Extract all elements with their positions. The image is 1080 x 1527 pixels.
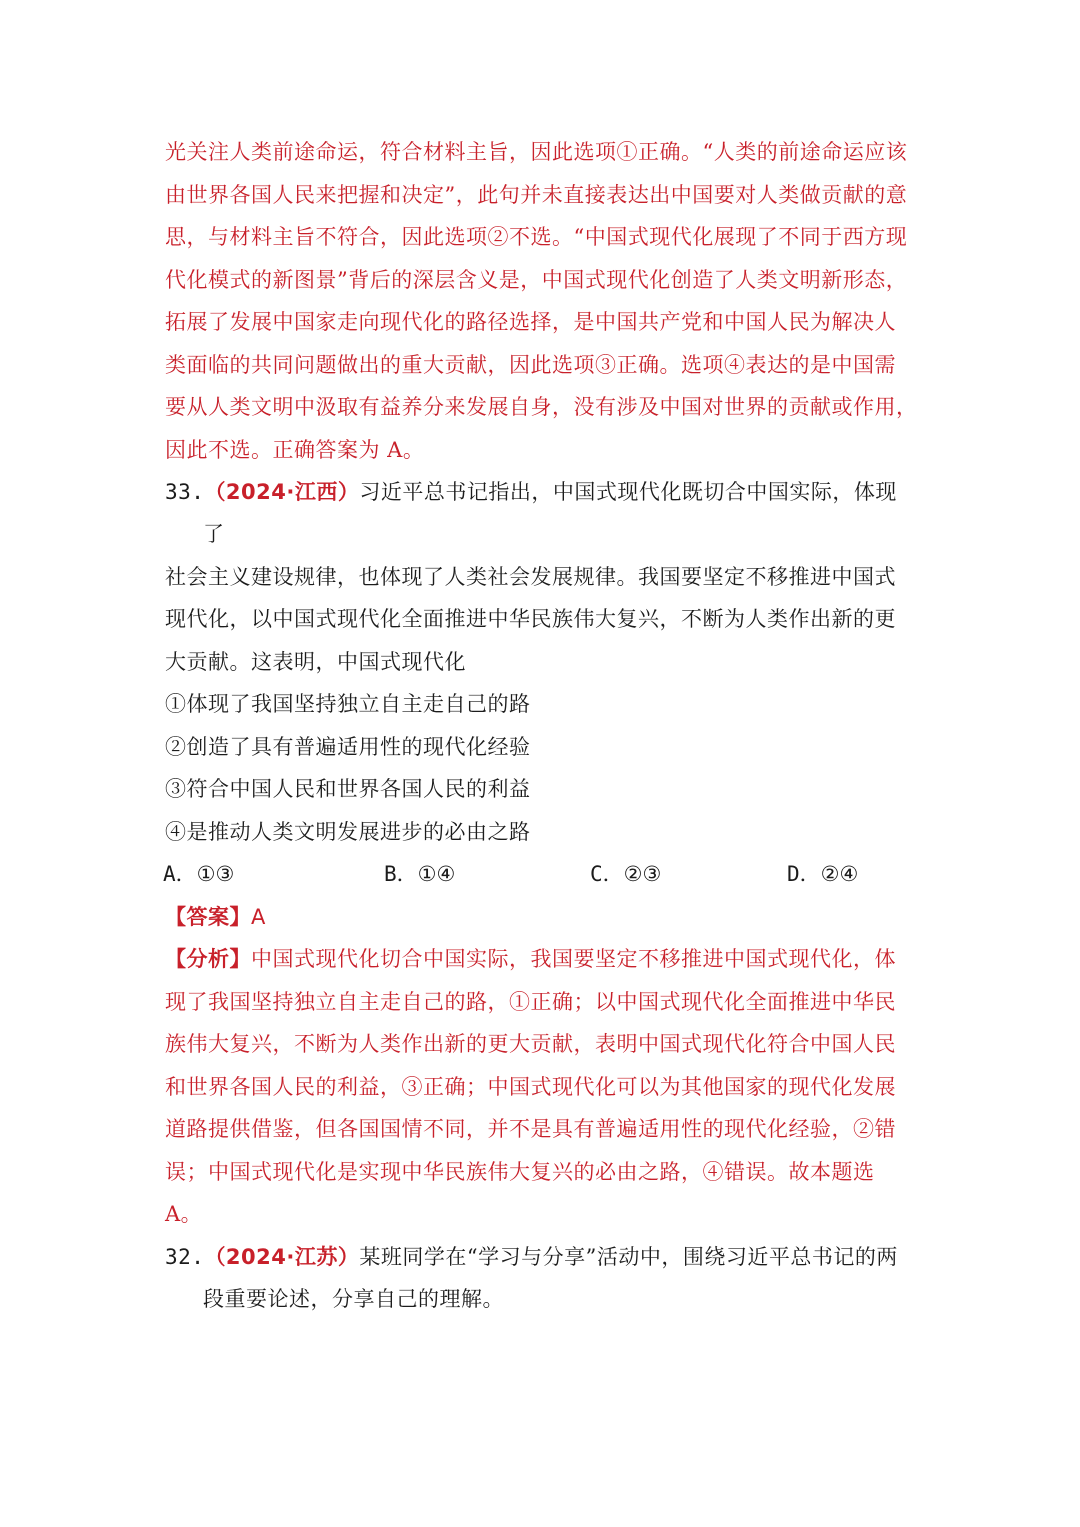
- q33-statement-4: ④是推动人类文明发展进步的必由之路: [165, 820, 531, 844]
- q33-statement-1: ①体现了我国坚持独立自主走自己的路: [165, 692, 531, 716]
- choice-letter: D．: [787, 862, 821, 886]
- q33-source: （2024·江西）: [204, 480, 360, 504]
- choice-value: ①④: [417, 862, 456, 886]
- q33-analysis-line: 道路提供借鉴，但各国国情不同，并不是具有普遍适用性的现代化经验，②错: [165, 1117, 896, 1141]
- q33-stem-line: 习近平总书记指出，中国式现代化既切合中国实际，体现: [359, 480, 897, 504]
- prev-analysis-line: 光关注人类前途命运，符合材料主旨，因此选项①正确。“人类的前途命运应该: [165, 140, 908, 164]
- q33-analysis-line: [165, 944, 896, 974]
- q33-header: [165, 477, 897, 507]
- q32-source: （2024·江苏）: [204, 1245, 360, 1269]
- q33-analysis-line: 误；中国式现代化是实现中华民族伟大复兴的必由之路，④错误。故本题选: [165, 1160, 875, 1184]
- prev-analysis-line: 代化模式的新图景”背后的深层含义是，中国式现代化创造了人类文明新形态，: [165, 268, 908, 292]
- q33-choice-b: [384, 859, 455, 889]
- prev-analysis-line: 思，与材料主旨不符合，因此选项②不选。“中国式现代化展现了不同于西方现: [165, 225, 908, 249]
- q33-analysis-line: A。: [165, 1202, 203, 1226]
- q32-stem-line: 段重要论述，分享自己的理解。: [203, 1287, 504, 1311]
- choice-value: ①③: [196, 862, 235, 886]
- q33-stem-line: 社会主义建设规律，也体现了人类社会发展规律。我国要坚定不移推进中国式: [165, 565, 896, 589]
- answer-label: 【答案】: [165, 904, 251, 929]
- choice-value: ②④: [820, 862, 859, 886]
- prev-analysis-line: 拓展了发展中国家走向现代化的路径选择，是中国共产党和中国人民为解决人: [165, 310, 896, 334]
- prev-analysis-line: 由世界各国人民来把握和决定”，此句并未直接表达出中国要对人类做贡献的意: [165, 183, 908, 207]
- q33-choice-a: [163, 859, 234, 889]
- q33-stem-line: 大贡献。这表明，中国式现代化: [165, 650, 466, 674]
- q32-number: 32.: [165, 1245, 205, 1269]
- q33-stem-line: 现代化，以中国式现代化全面推进中华民族伟大复兴，不断为人类作出新的更: [165, 607, 896, 631]
- q33-analysis-line: 族伟大复兴，不断为人类作出新的更大贡献，表明中国式现代化符合中国人民: [165, 1032, 896, 1056]
- q32-header: [165, 1242, 898, 1272]
- q33-statement-2: ②创造了具有普遍适用性的现代化经验: [165, 735, 531, 759]
- choice-letter: A．: [163, 862, 197, 886]
- answer-value: A: [251, 905, 266, 929]
- choice-value: ②③: [623, 862, 662, 886]
- q33-stem-wrap: 了: [203, 522, 225, 546]
- analysis-text: 中国式现代化切合中国实际，我国要坚定不移推进中国式现代化，体: [251, 947, 896, 971]
- prev-analysis-line: 要从人类文明中汲取有益养分来发展自身，没有涉及中国对世界的贡献或作用，: [165, 395, 918, 419]
- analysis-label: 【分析】: [165, 946, 251, 971]
- q33-choice-d: [787, 859, 858, 889]
- q33-answer: [165, 902, 266, 932]
- q33-choice-c: [590, 859, 661, 889]
- prev-analysis-line: 因此不选。正确答案为 A。: [165, 438, 425, 462]
- prev-analysis-line: 类面临的共同问题做出的重大贡献，因此选项③正确。选项④表达的是中国需: [165, 353, 896, 377]
- choice-letter: C．: [590, 862, 624, 886]
- q32-stem-line: 某班同学在“学习与分享”活动中，围绕习近平总书记的两: [359, 1245, 898, 1269]
- choice-letter: B．: [384, 862, 418, 886]
- q33-number: 33.: [165, 480, 205, 504]
- q33-analysis-line: 现了我国坚持独立自主走自己的路，①正确；以中国式现代化全面推进中华民: [165, 990, 896, 1014]
- q33-analysis-line: 和世界各国人民的利益，③正确；中国式现代化可以为其他国家的现代化发展: [165, 1075, 896, 1099]
- q33-statement-3: ③符合中国人民和世界各国人民的利益: [165, 777, 531, 801]
